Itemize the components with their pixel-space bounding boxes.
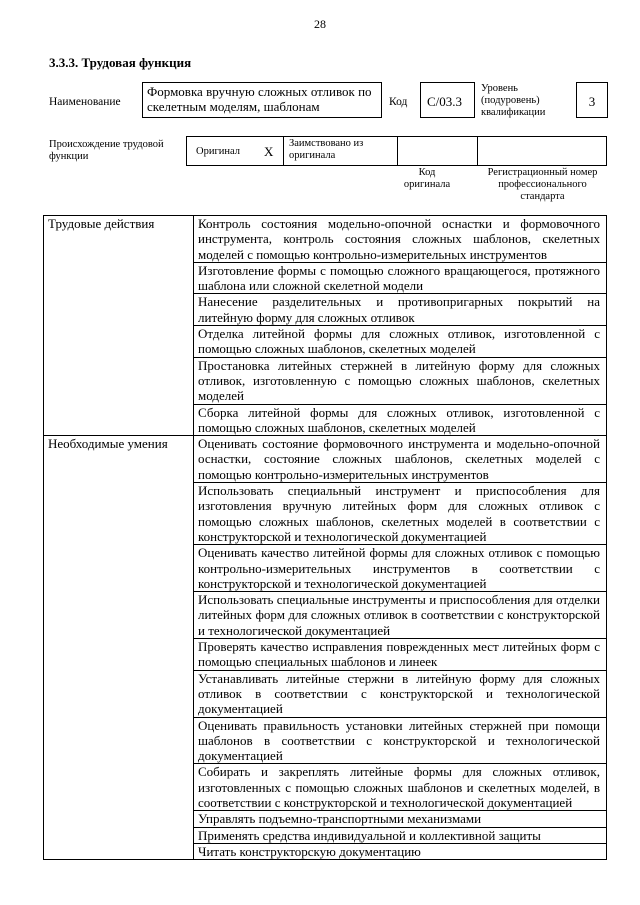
row-item: Оценивать качество литейной формы для сложных отливок с помощью контрольно-измерительных инструментов в соответствии с конструкторской и технологической документацией bbox=[194, 545, 607, 592]
code-label: Код bbox=[389, 96, 408, 108]
level-label: Уровень (подуровень) квалификации bbox=[481, 83, 546, 118]
row-item: Проверять качество исправления поврежденных мест литейных форм с помощью специальных шаблонов и линеек bbox=[194, 639, 607, 671]
row-item: Управлять подъемно-транспортными механизмами bbox=[194, 811, 607, 827]
original-mark: X bbox=[264, 144, 274, 159]
function-table bbox=[43, 215, 607, 860]
origin-label: Происхождение трудовой функции bbox=[49, 139, 164, 162]
row-item: Контроль состояния модельно-опочной оснастки и формовочного инструмента, контроль состояния сложных шаблонов, скелетных моделей с помощью контрольно-измерительных инструментов bbox=[194, 216, 607, 263]
row-item: Простановка литейных стержней в литейную форму для сложных отливок, изготовленную с помощью сложных шаблонов, скелетных моделей bbox=[194, 357, 607, 404]
original-label: Оригинал bbox=[196, 146, 240, 157]
page-number: 28 bbox=[314, 17, 326, 31]
code-value: C/03.3 bbox=[420, 82, 475, 118]
row-item: Использовать специальные инструменты и приспособления для отделки литейных форм для сложных отливок в соответствии с конструкторской и технологической документацией bbox=[194, 592, 607, 639]
table-row bbox=[44, 216, 607, 263]
origin-divider bbox=[283, 136, 284, 166]
row-item: Применять средства индивидуальной и коллективной защиты bbox=[194, 827, 607, 843]
borrowed-label: Заимствовано из оригинала bbox=[289, 138, 364, 161]
table-row bbox=[44, 436, 607, 483]
row-item: Оценивать состояние формовочного инструмента и модельно-опочной оснастки, состояние сложных шаблонов, скелетных моделей с помощью контрольно-измерительных инструментов bbox=[194, 436, 607, 483]
row-item: Оценивать правильность установки литейных стержней при помощи шаблонов в соответствии с конструкторской и технологической документацией bbox=[194, 717, 607, 764]
level-value: 3 bbox=[576, 82, 608, 118]
row-item: Собирать и закреплять литейные формы для сложных отливок, изготовленных с помощью сложных шаблонов и скелетных моделей, в соответствии с конструкторской и технологической документацией bbox=[194, 764, 607, 811]
row-item: Устанавливать литейные стержни в литейную форму для сложных отливок в соответствии с конструкторской и технологической документацией bbox=[194, 670, 607, 717]
origin-divider bbox=[477, 136, 478, 166]
code-caption: Код оригинала bbox=[403, 167, 451, 190]
row-category: Необходимые умения bbox=[44, 436, 194, 860]
row-item: Нанесение разделительных и противопригарных покрытий на литейную форму для сложных отливок bbox=[194, 294, 607, 326]
row-item: Отделка литейной формы для сложных отливок, изготовленной с помощью сложных шаблонов, скелетных моделей bbox=[194, 326, 607, 358]
origin-divider bbox=[397, 136, 398, 166]
row-category: Трудовые действия bbox=[44, 216, 194, 436]
reg-caption: Регистрационный номер профессионального стандарта bbox=[487, 167, 598, 202]
name-label: Наименование bbox=[49, 96, 121, 108]
row-item: Использовать специальный инструмент и приспособления для изготовления вручную литейных форм для сложных отливок с помощью сложных шаблонов, скелетных моделей в соответствии с конструкторской и технологической документацией bbox=[194, 483, 607, 545]
row-item: Сборка литейной формы для сложных отливок, изготовленной с помощью сложных шаблонов, скелетных моделей bbox=[194, 404, 607, 436]
row-item: Читать конструкторскую документацию bbox=[194, 843, 607, 859]
name-value: Формовка вручную сложных отливок по скелетным моделям, шаблонам bbox=[142, 82, 382, 118]
row-item: Изготовление формы с помощью сложного вращающегося, протяжного шаблона или сложной скелетной модели bbox=[194, 262, 607, 294]
section-heading: 3.3.3. Трудовая функция bbox=[49, 55, 192, 70]
